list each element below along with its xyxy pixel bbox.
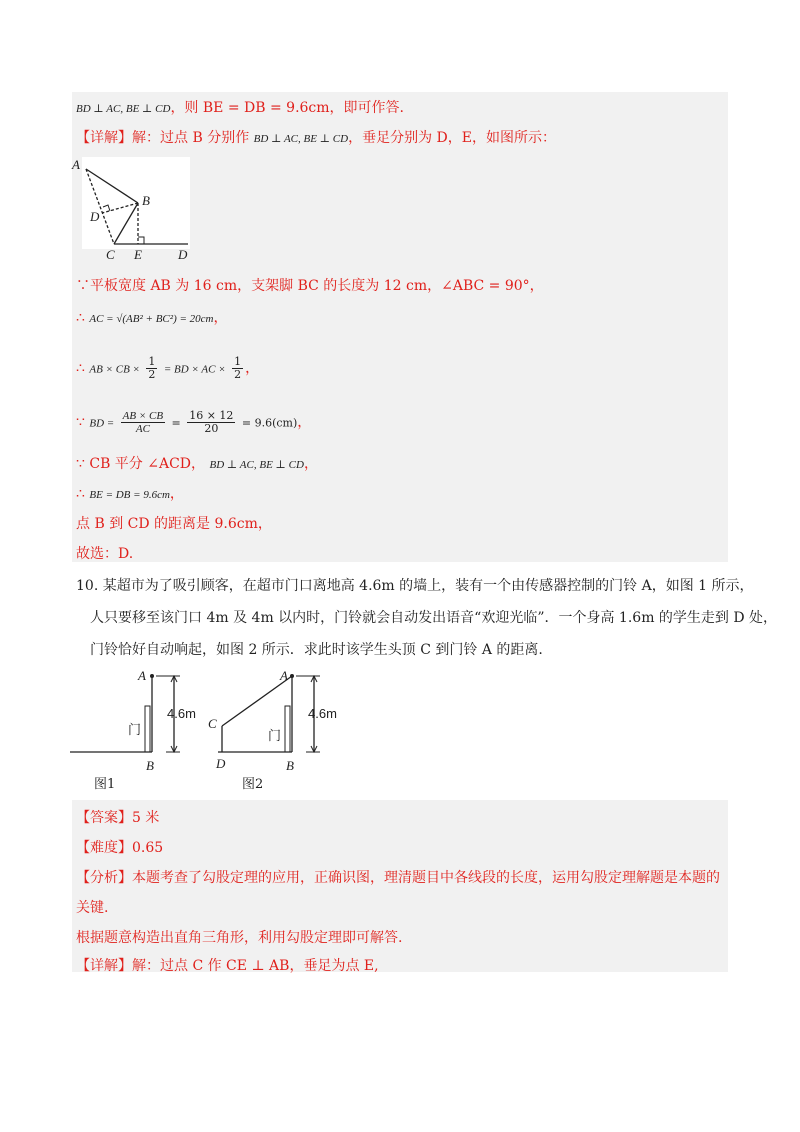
solution-step-5: ∵ CB 平分 ∠ACD， BD ⊥ AC, BE ⊥ CD， — [76, 456, 318, 472]
analysis-line-2: 关键. — [76, 900, 109, 916]
fig1-label-A: A — [138, 668, 146, 683]
solution-step-8: 故选：D. — [76, 546, 134, 562]
solution-step-6: ∴ BE = DB = 9.6cm， — [76, 486, 184, 502]
solution-step-7: 点 B 到 CD 的距离是 9.6cm， — [76, 516, 272, 532]
solution-step-4: ∵ BD = $\frac{AB \times CB}{AC}$ = $\frac{16 \times 12}{20}$ = 9.6(cm)， — [76, 409, 312, 435]
solution-step-2: ∴ AC = √(AB² + BC²) = 20cm， — [76, 310, 228, 326]
fig2-label-B: B — [286, 758, 294, 773]
answer-line: 【答案】5 米 — [76, 810, 160, 826]
door-frame — [145, 706, 150, 752]
fig1-door-label: 门 — [128, 723, 142, 738]
problem-10-line-2: 人只要移至该门口 4m 及 4m 以内时，门铃就会自动发出语音“欢迎光临”．一个身高 1.6m 的学生走到 D 处， — [90, 610, 778, 626]
problem-10-line-3: 门铃恰好自动响起，如图 2 所示．求此时该学生头顶 C 到门铃 A 的距离. — [90, 642, 543, 658]
fig2-door-label: 门 — [268, 729, 282, 744]
fig1-height-label: 4.6m — [167, 706, 196, 721]
fig2-height-label: 4.6m — [308, 706, 337, 721]
fig2-label-D: D — [216, 756, 226, 771]
label-D: D — [90, 209, 100, 224]
detail-line: 【详解】解：过点 C 作 CE ⊥ AB，垂足为点 E, — [76, 958, 379, 974]
fig1-label-B: B — [146, 758, 154, 773]
label-B: B — [142, 193, 150, 208]
label-E: E — [134, 247, 142, 262]
figure-triangle — [70, 155, 194, 263]
solution-step-3: ∴ AB × CB × $\frac{1}{2}$ = BD × AC × $\frac{1}{2}$ ， — [76, 355, 260, 381]
solution-detail: 【详解】解：过点 B 分别作 BD ⊥ AC, BE ⊥ CD，垂足分别为 D，E，如图所示： — [76, 130, 556, 146]
figure-2 — [204, 668, 354, 794]
figure-1 — [70, 668, 210, 794]
label-D2: D — [178, 247, 188, 262]
door-frame — [285, 706, 290, 752]
label-A: A — [72, 157, 80, 172]
fig1-caption: 图1 — [94, 777, 116, 792]
solution-line-1: BD ⊥ AC, BE ⊥ CD，则 BE = DB = 9.6cm，即可作答. — [76, 100, 405, 116]
analysis-line-3: 根据题意构造出直角三角形，利用勾股定理即可解答. — [76, 930, 403, 946]
problem-10-line-1: 10. 某超市为了吸引顾客，在超市门口离地高 4.6m 的墙上，装有一个由传感器控制的门铃 A，如图 1 所示， — [76, 578, 754, 594]
solution-step-1: ∵平板宽度 AB 为 16 cm，支架脚 BC 的长度为 12 cm，∠ABC = 90°， — [76, 278, 544, 294]
difficulty-line: 【难度】0.65 — [76, 840, 164, 856]
line-CA — [222, 676, 292, 726]
fig2-label-C: C — [208, 716, 217, 731]
fig2-label-A: A — [280, 668, 288, 683]
label-C: C — [106, 247, 115, 262]
fig2-caption: 图2 — [242, 777, 264, 792]
analysis-line-1: 【分析】本题考查了勾股定理的应用，正确识图，理清题目中各线段的长度，运用勾股定理解题是本题的 — [76, 870, 720, 886]
